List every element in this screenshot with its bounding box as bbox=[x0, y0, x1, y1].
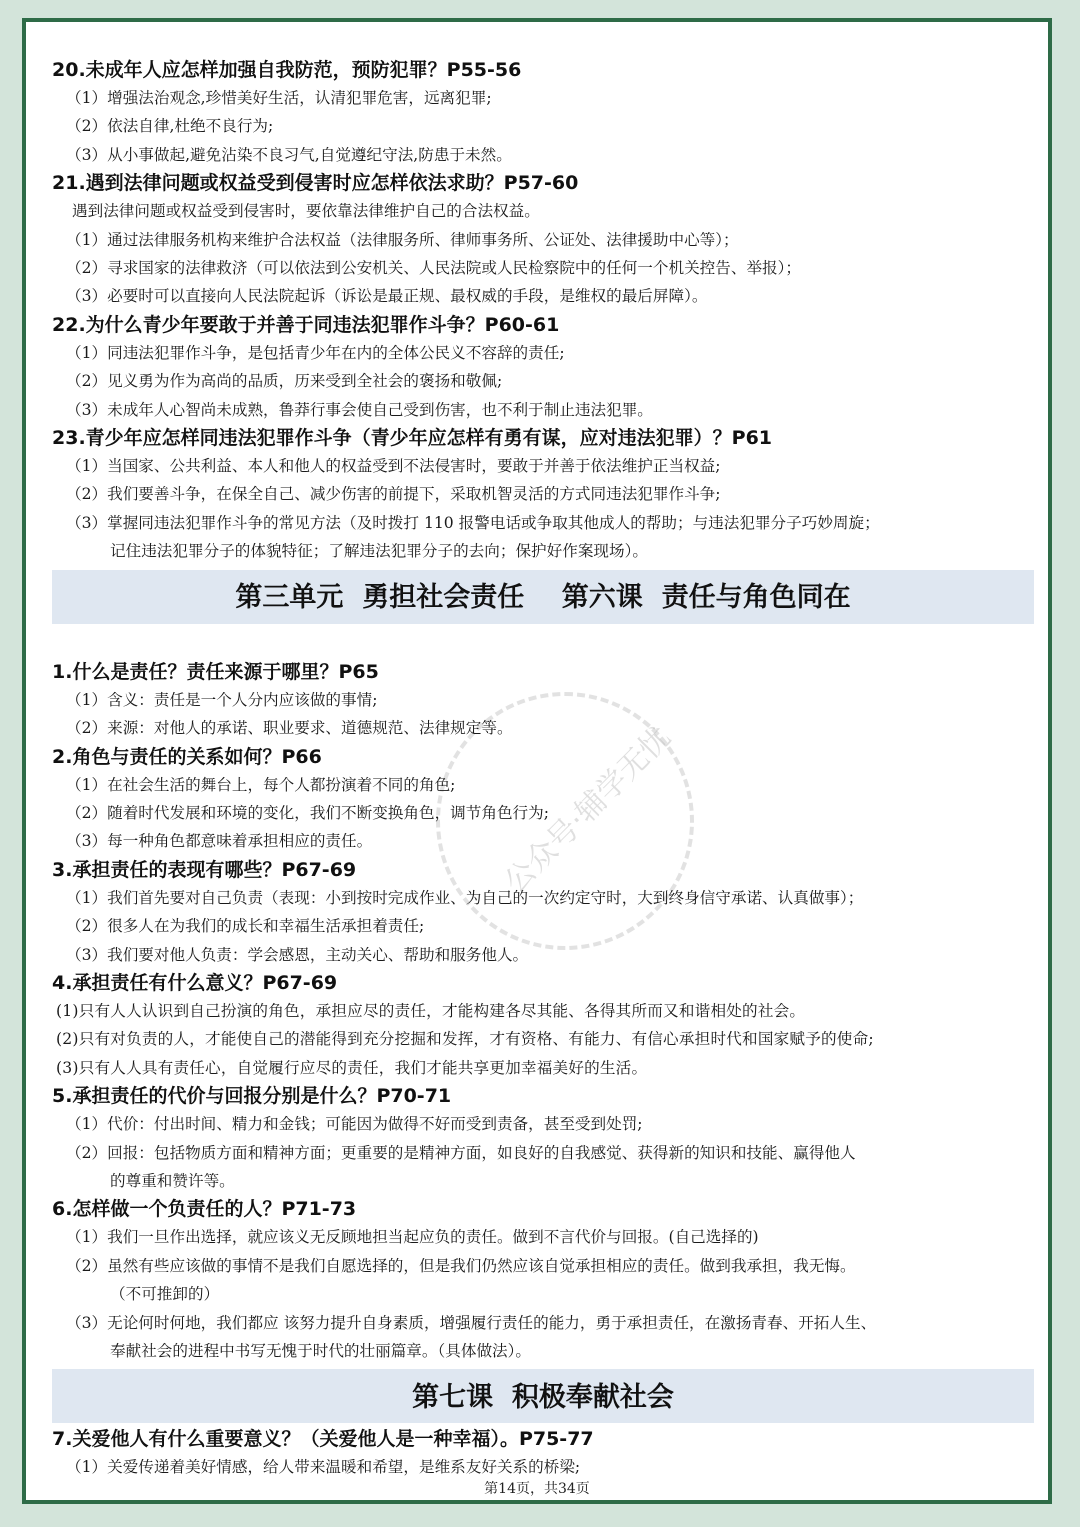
unit-banner: 第三单元 勇担社会责任 第六课 责任与角色同在 bbox=[52, 570, 1034, 624]
answer-line: （2）虽然有些应该做的事情不是我们自愿选择的，但是我们仍然应该自觉承担相应的责任。做到我承担，我无悔。 bbox=[66, 1256, 856, 1275]
answer-line: （3）每一种角色都意味着承担相应的责任。 bbox=[66, 832, 373, 851]
answer-block bbox=[52, 771, 1034, 856]
answer-block bbox=[52, 84, 1034, 169]
answer-line: （3）必要时可以直接向人民法院起诉（诉讼是最正规、最权威的手段，是维权的最后屏障）。 bbox=[66, 287, 708, 306]
question-heading: 6.怎样做一个负责任的人？P71-73 bbox=[52, 1198, 357, 1221]
page-frame bbox=[22, 18, 1052, 1504]
answer-line: （2）见义勇为作为高尚的品质，历来受到全社会的褒扬和敬佩; bbox=[66, 372, 503, 391]
answer-line: （1）含义：责任是一个人分内应该做的事情; bbox=[66, 690, 378, 709]
answer-line: （2）我们要善斗争，在保全自己、减少伤害的前提下，采取机智灵活的方式同违法犯罪作斗争; bbox=[66, 485, 721, 504]
question-heading: 22.为什么青少年要敢于并善于同违法犯罪作斗争？P60-61 bbox=[52, 313, 560, 336]
watermark-text: 公众号·辅学无忧 bbox=[497, 720, 678, 901]
answer-line-continued: 的尊重和赞许等。 bbox=[110, 1171, 235, 1190]
answer-block bbox=[52, 197, 1034, 311]
question-heading: 20.未成年人应怎样加强自我防范，预防犯罪？P55-56 bbox=[52, 59, 522, 81]
answer-line: （1）代价：付出时间、精力和金钱；可能因为做得不好而受到责备，甚至受到处罚; bbox=[66, 1115, 643, 1134]
answer-line: （1）我们首先要对自己负责（表现：小到按时完成作业、为自己的一次约定守时，大到终身信守承诺、认真做事）； bbox=[66, 888, 864, 907]
answer-line: (2)只有对负责的人，才能使自己的潜能得到充分挖掘和发挥，才有资格、有能力、有信心承担时代和国家赋予的使命; bbox=[56, 1030, 874, 1049]
answer-block bbox=[52, 452, 1034, 566]
question-heading: 2.角色与责任的关系如何？P66 bbox=[52, 745, 322, 768]
question-heading: 3.承担责任的表现有哪些？P67-69 bbox=[52, 858, 357, 881]
question-heading: 21.遇到法律问题或权益受到侵害时应怎样依法求助？P57-60 bbox=[52, 172, 579, 195]
answer-line: （2）回报：包括物质方面和精神方面；更重要的是精神方面，如良好的自我感觉、获得新的知识和技能、赢得他人 bbox=[66, 1143, 856, 1162]
answer-line-continued: 奉献社会的进程中书写无愧于时代的壮丽篇章。（具体做法）。 bbox=[110, 1342, 532, 1360]
page-number: 第14页，共34页 bbox=[484, 1481, 590, 1497]
answer-line: （1）同违法犯罪作斗争，是包括青少年在内的全体公民义不容辞的责任; bbox=[66, 343, 565, 362]
answer-line: （1）增强法治观念,珍惜美好生活，认清犯罪危害，远离犯罪; bbox=[66, 89, 492, 107]
answer-line: （3）掌握同违法犯罪作斗争的常见方法（及时拨打 110 报警电话或争取其他成人的帮助；与违法犯罪分子巧妙周旋； bbox=[66, 513, 880, 532]
question-heading: 7.关爱他人有什么重要意义？（关爱他人是一种幸福）。P75-77 bbox=[52, 1428, 594, 1451]
answer-line-continued: （不可推卸的） bbox=[110, 1285, 220, 1304]
question-heading: 23.青少年应怎样同违法犯罪作斗争（青少年应怎样有勇有谋，应对违法犯罪）？P61 bbox=[52, 427, 773, 450]
answer-block bbox=[52, 884, 1034, 969]
answer-line: （1）当国家、公共利益、本人和他人的权益受到不法侵害时，要敢于并善于依法维护正当权益; bbox=[66, 457, 721, 476]
answer-line: （2）随着时代发展和环境的变化，我们不断变换角色，调节角色行为; bbox=[66, 803, 549, 822]
answer-line: （2）寻求国家的法律救济（可以依法到公安机关、人民法院或人民检察院中的任何一个机关控告、举报）； bbox=[66, 259, 802, 278]
answer-line: （1）通过法律服务机构来维护合法权益（法律服务所、律师事务所、公证处、法律援助中心等）； bbox=[66, 230, 739, 249]
answer-block bbox=[52, 1110, 1034, 1195]
answer-line: （3）无论何时何地，我们都应 该努力提升自身素质，增强履行责任的能力，勇于承担责任，在激扬青春、开拓人生、 bbox=[66, 1313, 877, 1332]
answer-line-continued: 记住违法犯罪分子的体貌特征；了解违法犯罪分子的去向；保护好作案现场）。 bbox=[110, 542, 648, 561]
answer-line: （3）我们要对他人负责：学会感恩，主动关心、帮助和服务他人。 bbox=[66, 945, 529, 964]
answer-line: （1）在社会生活的舞台上，每个人都扮演着不同的角色; bbox=[66, 775, 456, 794]
answer-block bbox=[52, 339, 1034, 424]
answer-block bbox=[52, 997, 1034, 1082]
answer-intro: 遇到法律问题或权益受到侵害时，要依靠法律维护自己的合法权益。 bbox=[72, 202, 540, 221]
page-content bbox=[52, 56, 1034, 1482]
answer-block bbox=[52, 1223, 1034, 1365]
question-heading: 1.什么是责任？责任来源于哪里？P65 bbox=[52, 660, 379, 683]
question-heading: 5.承担责任的代价与回报分别是什么？P70-71 bbox=[52, 1085, 452, 1108]
answer-line: （3）从小事做起,避免沾染不良习气,自觉遵纪守法,防患于未然。 bbox=[66, 145, 512, 164]
answer-line: （2）很多人在为我们的成长和幸福生活承担着责任; bbox=[66, 917, 425, 936]
lesson-banner: 第七课 积极奉献社会 bbox=[52, 1369, 1034, 1423]
answer-line: （3）未成年人心智尚未成熟，鲁莽行事会使自己受到伤害，也不利于制止违法犯罪。 bbox=[66, 400, 653, 419]
answer-line: （2）依法自律,杜绝不良行为; bbox=[66, 117, 274, 136]
answer-line: （2）来源：对他人的承诺、职业要求、道德规范、法律规定等。 bbox=[66, 719, 513, 738]
answer-block bbox=[52, 686, 1034, 743]
answer-line: (3)只有人人具有责任心，自觉履行应尽的责任，我们才能共享更加幸福美好的生活。 bbox=[56, 1058, 648, 1077]
answer-line: (1)只有人人认识到自己扮演的角色，承担应尽的责任，才能构建各尽其能、各得其所而又和谐相处的社会。 bbox=[56, 1001, 806, 1020]
question-heading: 4.承担责任有什么意义？P67-69 bbox=[52, 971, 338, 994]
answer-line: （1）关爱传递着美好情感，给人带来温暖和希望，是维系友好关系的桥梁; bbox=[66, 1458, 581, 1477]
answer-line: （1）我们一旦作出选择，就应该义无反顾地担当起应负的责任。做到不言代价与回报。(自己选择的) bbox=[66, 1228, 759, 1247]
